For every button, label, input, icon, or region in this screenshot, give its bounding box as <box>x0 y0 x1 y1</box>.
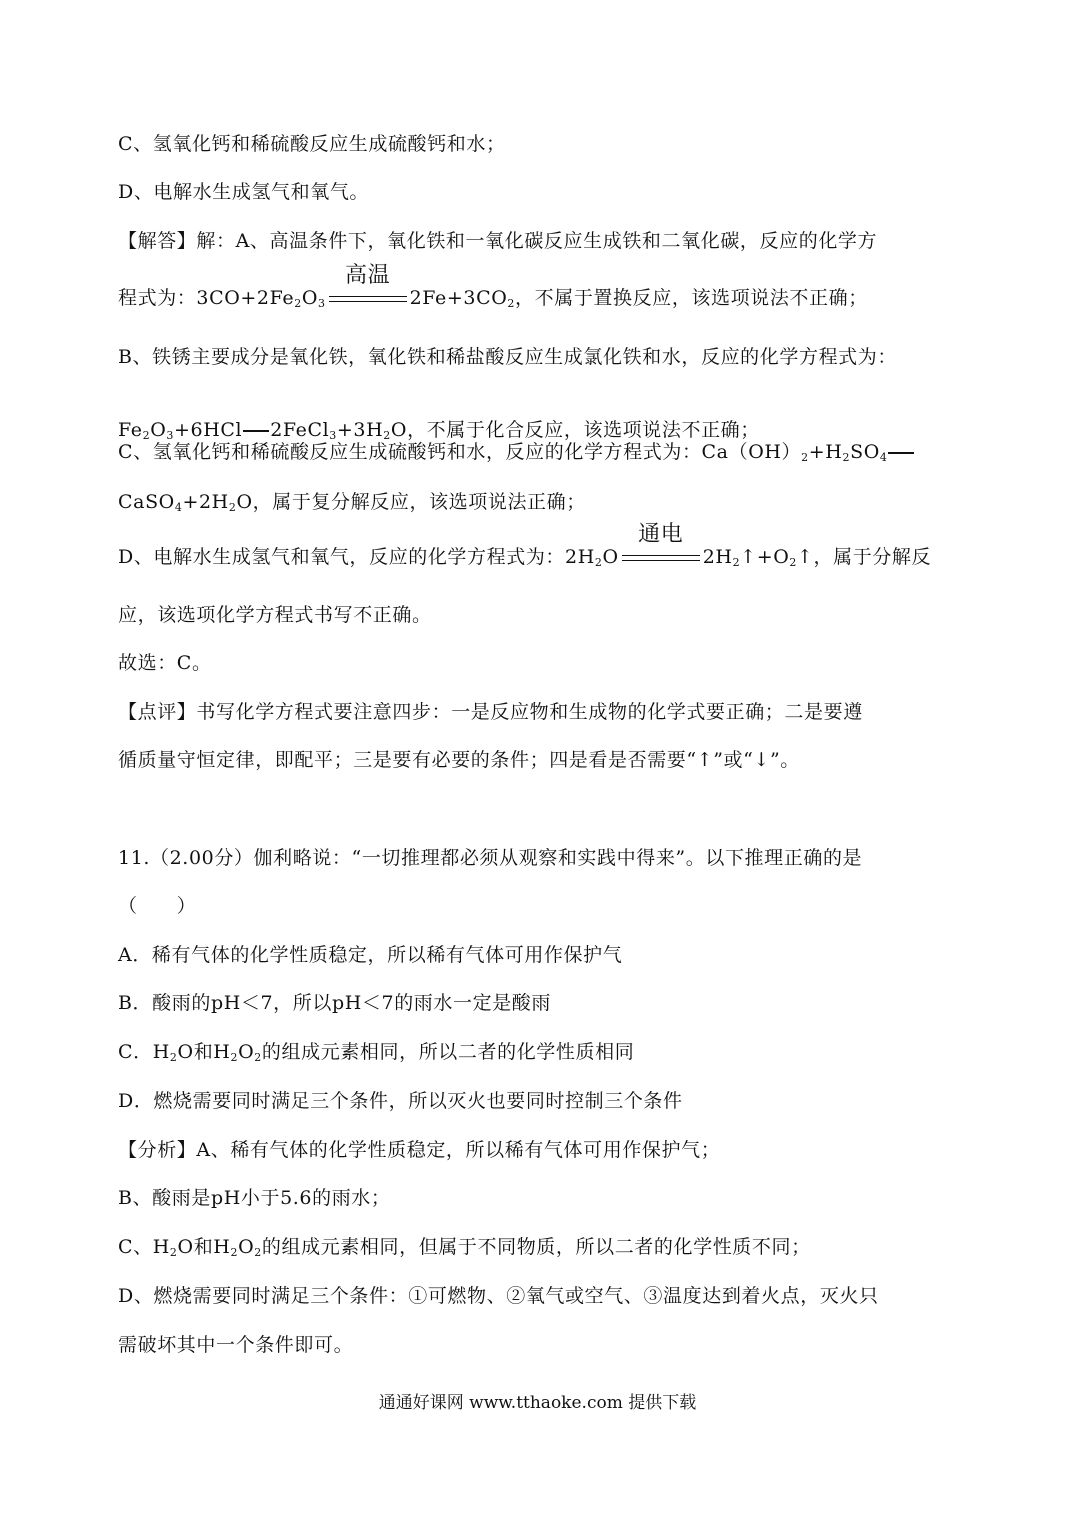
q10-option-c: C、氢氧化钙和稀硫酸反应生成硫酸钙和水； <box>118 133 506 155</box>
subscript: 3 <box>329 429 337 442</box>
subscript: 4 <box>879 451 888 464</box>
subscript: 2 <box>594 556 603 569</box>
eq-text: ↑，属于分解反 <box>797 546 932 568</box>
double-line-arrow <box>329 296 407 302</box>
eq-text: ↑+O <box>740 546 790 568</box>
footer-source: 通通好课网 www.tthaoke.com 提供下载 <box>378 1393 697 1413</box>
eq-text: O <box>602 546 619 568</box>
equation-dash <box>888 452 914 454</box>
eq-text: +H <box>808 441 843 463</box>
analysis-c <box>118 1235 811 1259</box>
answer-b-equation <box>118 418 760 442</box>
q11-option-b: B．酸雨的pH＜7，所以pH＜7的雨水一定是酸雨 <box>118 992 552 1014</box>
q11-stem-line2: （ ） <box>118 895 197 917</box>
subscript: 3 <box>166 429 174 442</box>
reaction-condition: 高温 <box>345 263 391 288</box>
answer-a-equation <box>118 263 868 310</box>
subscript: 2 <box>228 501 237 514</box>
analysis-d-line2: 需破坏其中一个条件即可。 <box>118 1334 354 1356</box>
subscript: 2 <box>383 429 391 442</box>
answer-choice: 故选：C。 <box>118 652 212 674</box>
subscript: 2 <box>507 297 516 310</box>
subscript: 2 <box>230 1051 239 1064</box>
q11-option-a: A．稀有气体的化学性质稳定，所以稀有气体可用作保护气 <box>118 944 623 966</box>
comment-line1: 【点评】书写化学方程式要注意四步：一是反应物和生成物的化学式要正确；二是要遵 <box>118 701 863 723</box>
q11-option-d: D．燃烧需要同时满足三个条件，所以灭火也要同时控制三个条件 <box>118 1090 683 1112</box>
eq-text: O和H <box>177 1041 231 1063</box>
eq-text: SO <box>850 441 880 463</box>
eq-text: O和H <box>177 1236 231 1258</box>
eq-text: 2FeCl <box>270 419 330 441</box>
reaction-condition-arrow <box>327 263 409 310</box>
eq-text: +2H <box>182 491 229 513</box>
q11-stem-line1: 11.（2.00分）伽利略说：“一切推理都必须从观察和实践中得来”。以下推理正确的是 <box>118 847 863 869</box>
eq-text: Fe <box>118 419 143 441</box>
analysis-b: B、酸雨是pH小于5.6的雨水； <box>118 1187 391 1209</box>
reaction-condition-arrow <box>620 522 702 569</box>
eq-text: 的组成元素相同，但属于不同物质，所以二者的化学性质不同； <box>261 1236 811 1258</box>
subscript: 2 <box>801 451 809 464</box>
subscript: 4 <box>174 501 183 514</box>
eq-text: C、H <box>118 1236 170 1258</box>
eq-text: 程式为：3CO+2Fe <box>118 287 295 309</box>
subscript: 2 <box>842 451 851 464</box>
analysis-a: 【分析】A、稀有气体的化学性质稳定，所以稀有气体可用作保护气； <box>118 1139 721 1161</box>
double-line-arrow <box>622 555 700 561</box>
equation-dash <box>243 430 269 432</box>
subscript: 2 <box>169 1051 178 1064</box>
subscript: 2 <box>254 1051 262 1064</box>
analysis-d-line1: D、燃烧需要同时满足三个条件：①可燃物、②氧气或空气、③温度达到着火点，灭火只 <box>118 1285 879 1307</box>
eq-text: ，不属于置换反应，该选项说法不正确； <box>515 287 868 309</box>
eq-text: O，不属于化合反应，该选项说法不正确； <box>390 419 760 441</box>
eq-text: CaSO <box>118 491 175 513</box>
eq-text: O <box>238 1041 255 1063</box>
comment-line2: 循质量守恒定律，即配平；三是要有必要的条件；四是看是否需要“↑”或“↓”。 <box>118 749 800 771</box>
eq-text: +3H <box>336 419 384 441</box>
subscript: 2 <box>230 1246 239 1259</box>
reaction-condition: 通电 <box>638 522 684 547</box>
subscript: 2 <box>789 556 797 569</box>
subscript: 2 <box>254 1246 262 1259</box>
eq-text: +6HCl <box>174 419 243 441</box>
eq-text: 的组成元素相同，所以二者的化学性质相同 <box>261 1041 635 1063</box>
answer-d-line2: 应，该选项化学方程式书写不正确。 <box>118 604 432 626</box>
q11-option-c <box>118 1040 634 1064</box>
eq-text: O <box>238 1236 255 1258</box>
eq-text: O <box>301 287 318 309</box>
answer-a-line1: 【解答】解：A、高温条件下，氧化铁和一氧化碳反应生成铁和二氧化碳，反应的化学方 <box>118 230 878 252</box>
eq-text: O <box>150 419 167 441</box>
eq-text: 2H <box>702 546 733 568</box>
subscript: 2 <box>142 429 151 442</box>
subscript: 2 <box>169 1246 178 1259</box>
subscript: 2 <box>732 556 741 569</box>
answer-b-line1: B、铁锈主要成分是氧化铁，氧化铁和稀盐酸反应生成氯化铁和水，反应的化学方程式为： <box>118 346 897 368</box>
subscript: 2 <box>294 297 302 310</box>
eq-text: C．H <box>118 1041 170 1063</box>
answer-c-line2 <box>118 490 586 514</box>
eq-text: D、电解水生成氢气和氧气，反应的化学方程式为：2H <box>118 546 595 568</box>
subscript: 3 <box>318 297 326 310</box>
eq-text: C、氢氧化钙和稀硫酸反应生成硫酸钙和水，反应的化学方程式为：Ca（OH） <box>118 441 802 463</box>
answer-d-line1 <box>118 522 932 569</box>
eq-text: 2Fe+3CO <box>409 287 508 309</box>
q10-option-d: D、电解水生成氢气和氧气。 <box>118 181 370 203</box>
answer-c-line1 <box>118 440 915 464</box>
eq-text: O，属于复分解反应，该选项说法正确； <box>236 491 586 513</box>
